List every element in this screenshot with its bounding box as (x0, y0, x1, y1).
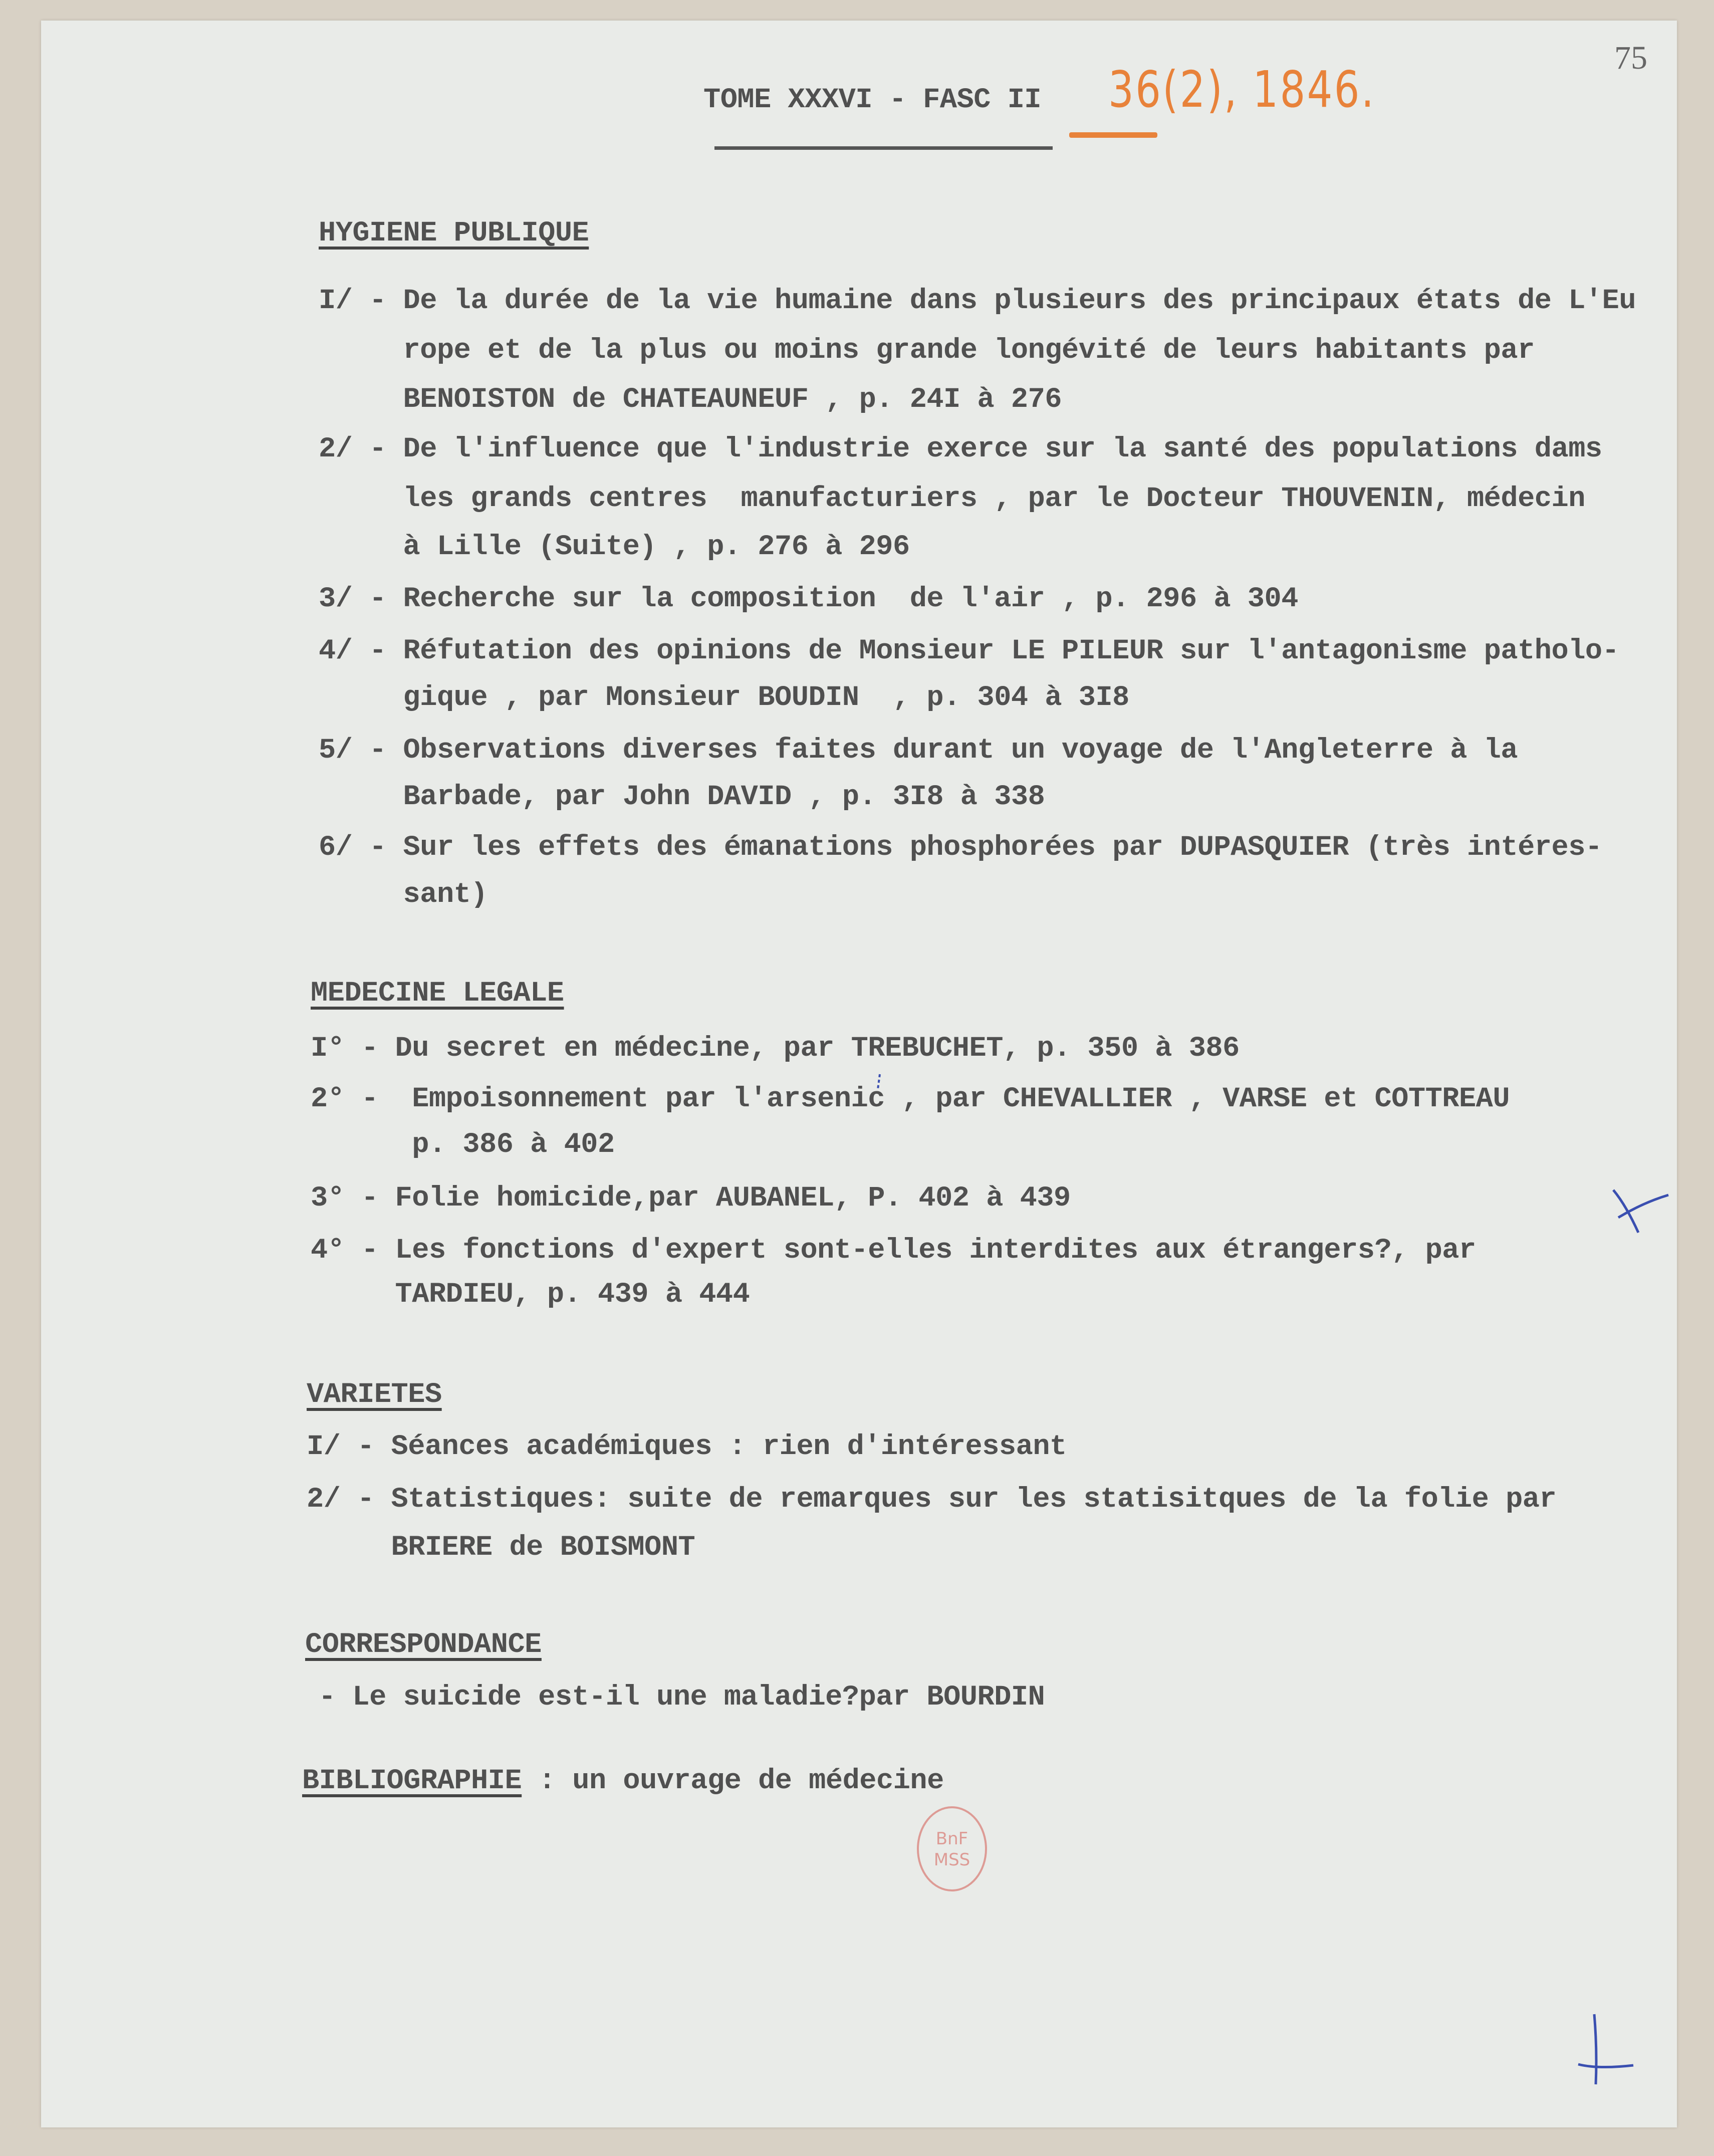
blue-tick-mark-icon (1568, 2009, 1638, 2094)
list-line: gique , par Monsieur BOUDIN , p. 304 à 3I8 (319, 682, 1129, 714)
section-heading-medecine-legale: MEDECINE LEGALE (311, 978, 564, 1010)
list-line: 2° - Empoisonnement par l'arsenic , par CHEVALLIER , VARSE et COTTREAU (311, 1083, 1510, 1115)
list-line: 6/ - Sur les effets des émanations phosphorées par DUPASQUIER (très intéres- (319, 832, 1602, 864)
list-line: 3/ - Recherche sur la composition de l'air , p. 296 à 304 (319, 583, 1298, 615)
orange-underline (1069, 132, 1157, 138)
list-line: 4/ - Réfutation des opinions de Monsieur LE PILEUR sur l'antagonisme patholo- (319, 635, 1619, 667)
list-line: BRIERE de BOISMONT (307, 1532, 695, 1564)
blue-correction-mark-icon (872, 1072, 887, 1092)
stamp-line1: BnF (935, 1829, 968, 1849)
handwritten-volume-note: 36(2), 1846. (1108, 60, 1376, 119)
list-line: 2/ - De l'influence que l'industrie exerce sur la santé des populations dams (319, 433, 1602, 465)
title-underline (714, 146, 1053, 150)
document-title: TOME XXXVI - FASC II (703, 84, 1042, 116)
bibliographie-line (302, 1764, 944, 1799)
list-line: I/ - Séances académiques : rien d'intéressant (307, 1431, 1067, 1463)
list-line: rope et de la plus ou moins grande longévité de leurs habitants par (319, 335, 1535, 367)
page-number: 75 (1614, 40, 1647, 76)
list-line: à Lille (Suite) , p. 276 à 296 (319, 531, 910, 563)
list-line: BENOISTON de CHATEAUNEUF , p. 24I à 276 (319, 384, 1062, 416)
list-line: p. 386 à 402 (311, 1129, 615, 1161)
bibliographie-text: : un ouvrage de médecine (522, 1765, 944, 1797)
list-line: 2/ - Statistiques: suite de remarques sur les statisitques de la folie par (307, 1484, 1557, 1516)
section-heading-bibliographie: BIBLIOGRAPHIE (302, 1765, 522, 1797)
list-line: - Le suicide est-il une maladie?par BOURDIN (319, 1682, 1045, 1714)
list-line: 3° - Folie homicide,par AUBANEL, P. 402 à 439 (311, 1182, 1071, 1215)
list-line: les grands centres manufacturiers , par le Docteur THOUVENIN, médecin (319, 483, 1585, 515)
stamp-line2: MSS (933, 1850, 970, 1870)
list-line: I° - Du secret en médecine, par TREBUCHET, p. 350 à 386 (311, 1033, 1240, 1065)
section-heading-hygiene: HYGIENE PUBLIQUE (319, 217, 589, 250)
bnf-stamp (917, 1806, 987, 1891)
section-heading-varietes: VARIETES (307, 1379, 442, 1411)
list-line: sant) (319, 879, 488, 911)
list-line: 4° - Les fonctions d'expert sont-elles interdites aux étrangers?, par (311, 1235, 1476, 1267)
blue-cross-mark-icon (1603, 1182, 1673, 1238)
list-line: TARDIEU, p. 439 à 444 (311, 1279, 750, 1311)
section-heading-correspondance: CORRESPONDANCE (305, 1629, 542, 1661)
list-line: 5/ - Observations diverses faites durant un voyage de l'Angleterre à la (319, 735, 1518, 767)
list-line: I/ - De la durée de la vie humaine dans plusieurs des principaux états de L'Eu (319, 285, 1636, 317)
list-line: Barbade, par John DAVID , p. 3I8 à 338 (319, 781, 1045, 813)
